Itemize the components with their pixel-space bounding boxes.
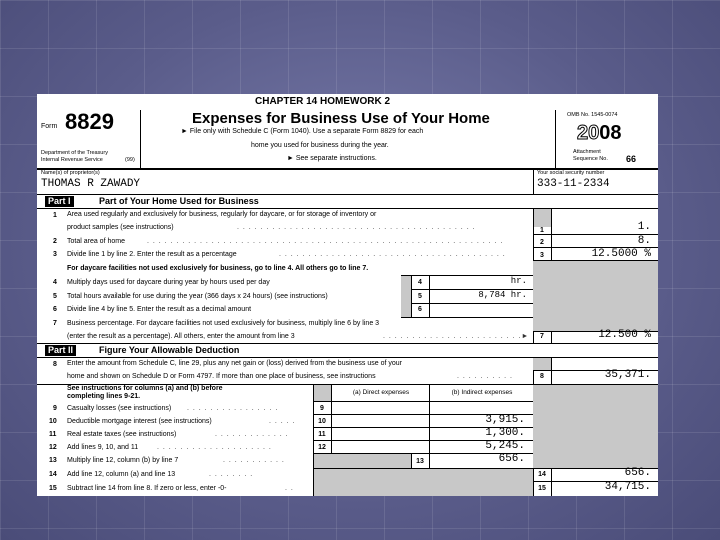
part1-label: Part I <box>45 196 74 207</box>
line-number: 5 <box>53 293 57 300</box>
box-number: 4 <box>418 279 422 286</box>
box-number: 13 <box>416 458 424 465</box>
leader-dots: . . . . . . . . . . <box>457 373 513 380</box>
chapter-heading: CHAPTER 14 HOMEWORK 2 <box>255 96 391 107</box>
line-number: 14 <box>49 471 57 478</box>
sequence-label: Sequence No. <box>573 156 608 162</box>
part2-title: Figure Your Allowable Deduction <box>99 345 240 355</box>
line6-label: Divide line 4 by line 5. Enter the result as a decimal amount <box>67 306 252 313</box>
line13-value[interactable]: 656. <box>498 453 525 465</box>
line14-value[interactable]: 656. <box>624 467 651 479</box>
leader-dots: . . . . . . . . <box>209 471 254 478</box>
line-number: 9 <box>53 405 57 412</box>
name-label: Name(s) of proprietor(s) <box>41 170 100 176</box>
line8-label-a: Enter the amount from Schedule C, line 29, plus any net gain or (loss) derived from the business use of your <box>67 360 403 367</box>
form-word: Form <box>41 123 58 130</box>
line7-label-b: (enter the result as a percentage). All others, enter the amount from line 3 <box>67 333 295 340</box>
line-number: 8 <box>53 361 57 368</box>
year-prefix: 20 <box>577 122 600 144</box>
line-number: 3 <box>53 251 57 258</box>
form-8829 <box>37 94 658 496</box>
proprietor-name: THOMAS R ZAWADY <box>41 178 141 190</box>
box-number: 7 <box>540 333 544 340</box>
line3-value[interactable]: 12.5000 % <box>591 248 651 260</box>
line4-label: Multiply days used for daycare during year by hours used per day <box>67 279 270 286</box>
box-number: 6 <box>418 306 422 313</box>
line-number: 4 <box>53 279 57 286</box>
line15-value[interactable]: 34,715. <box>604 481 651 493</box>
leader-dots: . . . . . . . . . . . <box>223 457 285 464</box>
line14-label: Add line 12, column (a) and line 13 <box>67 471 176 478</box>
box-number: 11 <box>318 431 326 438</box>
box-number: 12 <box>318 444 326 451</box>
line-number: 11 <box>49 431 57 438</box>
subtitle-line-1: ► File only with Schedule C (Form 1040). Use a separate Form 8829 for each <box>181 128 424 135</box>
box-number: 1 <box>540 227 544 234</box>
form-title: Expenses for Business Use of Your Home <box>192 110 490 127</box>
line-number: 7 <box>53 320 57 327</box>
line5-label: Total hours available for use during the year (366 days x 24 hours) (see instructions) <box>67 293 328 300</box>
line11-label: Real estate taxes (see instructions) <box>67 431 177 438</box>
form-number: 8829 <box>65 109 114 134</box>
line4-value[interactable]: hr. <box>510 276 527 286</box>
line8-label-b: home and shown on Schedule D or Form 4797. If more than one place of business, see instructions <box>67 373 376 380</box>
line7-value[interactable]: 12.500 % <box>598 329 651 341</box>
line10-value[interactable]: 3,915. <box>485 414 525 426</box>
box-number: 2 <box>540 239 544 246</box>
line-number: 15 <box>49 485 57 492</box>
line12-label: Add lines 9, 10, and 11 <box>67 444 139 451</box>
line1-value[interactable]: 1. <box>637 221 651 233</box>
line1-label-b: product samples (see instructions) <box>67 224 174 231</box>
column-a-header: (a) Direct expenses <box>352 389 410 396</box>
line13-label: Multiply line 12, column (b) by line 7 <box>67 457 179 464</box>
line-number: 12 <box>49 444 57 451</box>
leader-dots: . . . . . . . . . . . . . <box>215 431 289 438</box>
leader-dots: . . . . . . . . . . . . . . . . . . . . . . . .► <box>383 333 530 340</box>
line9-label: Casualty losses (see instructions) <box>67 405 172 412</box>
omb-number: OMB No. 1545-0074 <box>567 112 618 118</box>
subtitle-line-2: home you used for business during the year. <box>251 142 389 149</box>
leader-dots: . . . . . . . . . . . . . . . . . . . . . . . . . . . . . . . . . . . . . . . . . . . . . . . . . . . . . . . . . . . . . <box>147 238 504 245</box>
line11-value[interactable]: 1,300. <box>485 427 525 439</box>
line-number: 13 <box>49 457 57 464</box>
line-number: 1 <box>53 212 57 219</box>
line8-value[interactable]: 35,371. <box>604 369 651 381</box>
ssn-value: 333-11-2334 <box>537 178 610 190</box>
ssn-label: Your social security number <box>537 170 605 176</box>
tax-year <box>577 122 622 145</box>
box-number: 15 <box>538 485 546 492</box>
line-number: 10 <box>49 418 57 425</box>
line7-label-a: Business percentage. For daycare facilities not used exclusively for business, multiply line 6 by line 3 <box>67 320 380 327</box>
box-number: 5 <box>418 293 422 300</box>
daycare-instruction: For daycare facilities not used exclusively for business, go to line 4. All others go to line 7. <box>67 265 369 272</box>
attachment-label: Attachment <box>573 149 601 155</box>
column-instruction-2: completing lines 9-21. <box>67 393 141 400</box>
leader-dots: . . . . . . . . . . . . . . . . <box>187 405 279 412</box>
part1-title: Part of Your Home Used for Business <box>99 196 259 206</box>
leader-dots: . . . . . . . . . . . . . . . . . . . . . . . . . . . . . . . . . . . . . . . . . <box>237 224 476 231</box>
line10-label: Deductible mortgage interest (see instructions) <box>67 418 212 425</box>
box-number: 8 <box>540 373 544 380</box>
year-suffix: 08 <box>599 122 622 144</box>
box-number: 10 <box>318 418 326 425</box>
leader-dots: . . <box>285 485 294 492</box>
line15-label: Subtract line 14 from line 8. If zero or less, enter -0- <box>67 485 227 492</box>
line5-value[interactable]: 8,784 hr. <box>478 290 527 300</box>
box-number: 9 <box>320 405 324 412</box>
line2-label: Total area of home <box>67 238 125 245</box>
dept-treasury: Department of the Treasury <box>41 150 108 156</box>
leader-dots: . . . . . . . . . . . . . . . . . . . . <box>157 444 272 451</box>
line2-value[interactable]: 8. <box>637 235 651 247</box>
leader-dots: . . . . . <box>269 418 296 425</box>
sequence-number: 66 <box>626 154 637 164</box>
subtitle-line-3: ► See separate instructions. <box>287 155 377 162</box>
leader-dots: . . . . . . . . . . . . . . . . . . . . . . . . . . . . . . . . . . . . . . . <box>279 251 506 258</box>
line-number: 6 <box>53 306 57 313</box>
column-b-header: (b) Indirect expenses <box>451 389 513 396</box>
line1-label-a: Area used regularly and exclusively for business, regularly for daycare, or for storage of inventory or <box>67 211 377 218</box>
dept-code: (99) <box>125 157 135 163</box>
line12-value[interactable]: 5,245. <box>485 440 525 452</box>
column-instruction-1: See instructions for columns (a) and (b) before <box>67 385 223 392</box>
line-number: 2 <box>53 238 57 245</box>
dept-irs: Internal Revenue Service <box>41 157 103 163</box>
part2-label: Part II <box>45 345 76 356</box>
box-number: 14 <box>538 471 546 478</box>
line3-label: Divide line 1 by line 2. Enter the result as a percentage <box>67 251 237 258</box>
box-number: 3 <box>540 252 544 259</box>
